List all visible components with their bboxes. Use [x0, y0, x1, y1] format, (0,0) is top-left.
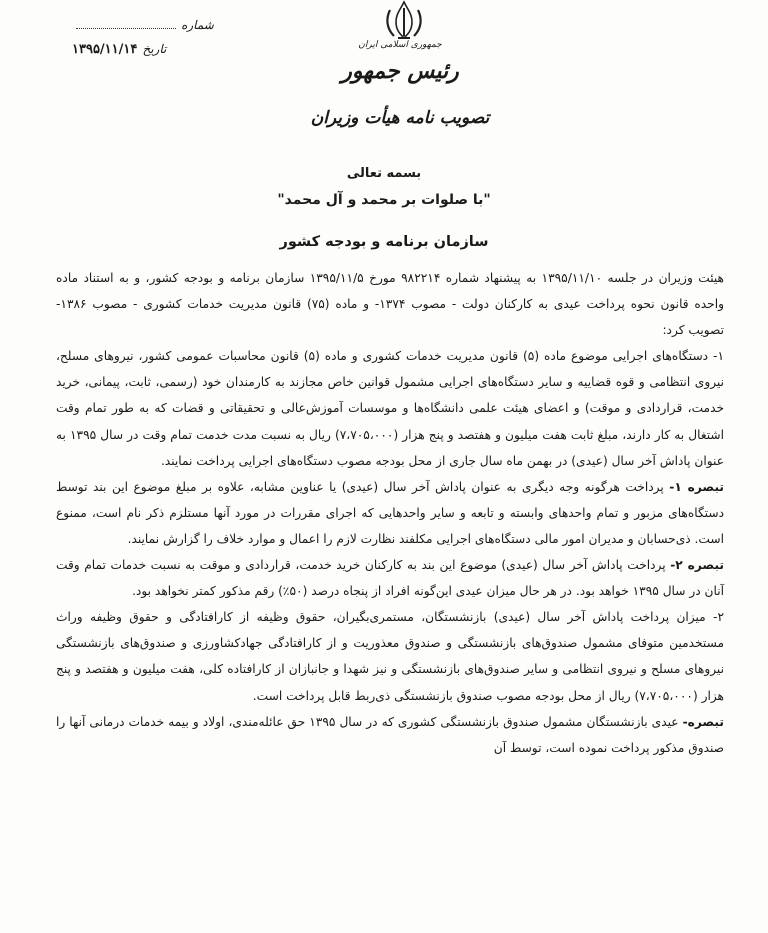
approval-title: تصویب نامه هیأت وزیران: [310, 108, 490, 128]
note-3-label: تبصره-: [682, 714, 724, 729]
note-1-text: پرداخت هرگونه وجه دیگری به عنوان پاداش آخر سال (عیدی) یا عناوین مشابه، علاوه بر مبلغ موضوع این بند توسط دستگاه‌های مزبور و تمام واحدهای وابسته و تابعه و سایر واحدهایی که اجرای مقررات در مورد آنها مستلزم ذکر نام است، ممنوع است. ذی‌حسابان و مدیران امور مالی دستگاه‌های اجرایی مکلفند نظارت لازم را اعمال و موارد خلاف را گزارش نمایند.: [56, 479, 724, 546]
note-1: [56, 474, 724, 552]
office-title: رئیس جمهور: [341, 58, 459, 84]
number-row: [70, 14, 214, 33]
decree-body: [56, 265, 724, 761]
item-1: ۱- دستگاه‌های اجرایی موضوع ماده (۵) قانون مدیریت خدمات کشوری و ماده (۵) قانون محاسبات عمومی کشور، نیروهای مسلح، نیروی انتظامی و قوه قضاییه و سایر دستگاه‌های اجرایی مشمول قوانین خاص مجازند به کارمندان خود (رسمی، ثابت، پیمانی، خرید خدمت، قراردادی و موقت) و اعضای هیئت علمی دانشگاه‌ها و موسسات آموزش‌عالی و تحقیقاتی و قضات که به طور تمام وقت اشتغال به کار دارند، مبلغ ثابت هفت میلیون و هفتصد و پنج هزار (۷،۷۰۵،۰۰۰) ریال به نسبت مدت خدمت تمام وقت در سال ۱۳۹۵ به عنوان پاداش آخر سال (عیدی) در بهمن ماه سال جاری از محل بودجه مصوب دستگاه‌های اجرایی پرداخت نمایند.: [56, 349, 724, 468]
date-label: تاریخ: [142, 42, 167, 56]
note-3: [56, 709, 724, 761]
date-row: [72, 38, 166, 57]
republic-title: جمهوری اسلامی ایران: [358, 40, 442, 50]
date-value: ۱۳۹۵/۱۱/۱۴: [72, 42, 138, 57]
note-2-label: تبصره ۲-: [670, 558, 724, 573]
note-3-text: عیدی بازنشستگان مشمول صندوق بازنشستگی کشوری که در سال ۱۳۹۵ حق عائله‌مندی، اولاد و بیمه خدمات درمانی آنها را صندوق مذکور پرداخت نموده است، توسط آن: [56, 714, 724, 755]
number-label: شماره: [181, 18, 214, 32]
intro-paragraph: هیئت وزیران در جلسه ۱۳۹۵/۱۱/۱۰ به پیشنهاد شماره ۹۸۲۲۱۴ مورخ ۱۳۹۵/۱۱/۵ سازمان برنامه و بودجه کشور، و به استناد ماده واحده قانون نحوه پرداخت عیدی به کارکنان دولت - مصوب ۱۳۷۴- و ماده (۷۵) قانون مدیریت خدمات کشوری - مصوب ۱۳۸۶- تصویب کرد:: [56, 271, 724, 338]
salawat: "با صلوات بر محمد و آل محمد": [277, 192, 491, 208]
addressee: سازمان برنامه و بودجه کشور: [279, 234, 489, 250]
item-2: ۲- میزان پرداخت پاداش آخر سال (عیدی) بازنشستگان، مستمری‌بگیران، حقوق وظیفه از کارافتادگی و حقوق وظیفه وراث مستخدمین متوفای مشمول صندوق‌های بازنشستگی و صندوق معذوریت و از کارافتادگی جهادکشاورزی و صندوق‌های بازنشستگی نیروهای مسلح و نیروی انتظامی و سایر صندوق‌های بازنشستگی و نیز شهدا و جانبازان از کارافتاده کلی، هفت میلیون و هفتصد و پنج هزار (۷،۷۰۵،۰۰۰) ریال از محل بودجه مصوب صندوق بازنشستگی ذی‌ربط قابل پرداخت است.: [56, 610, 724, 703]
note-1-label: تبصره ۱-: [669, 479, 724, 494]
invocation: بسمه تعالی: [346, 166, 422, 181]
emblem-icon: [380, 0, 428, 40]
note-2-text: پرداخت پاداش آخر سال (عیدی) موضوع این بند به کارکنان خرید خدمت، قراردادی و موقت به نسبت خدمات تمام وقت آنان در سال ۱۳۹۵ خواهد بود. در هر حال میزان عیدی این‌گونه افراد از پنجاه درصد (۵۰٪) رقم مذکور کمتر نخواهد بود.: [56, 558, 724, 599]
note-2: [56, 552, 724, 604]
number-field: [76, 28, 176, 29]
